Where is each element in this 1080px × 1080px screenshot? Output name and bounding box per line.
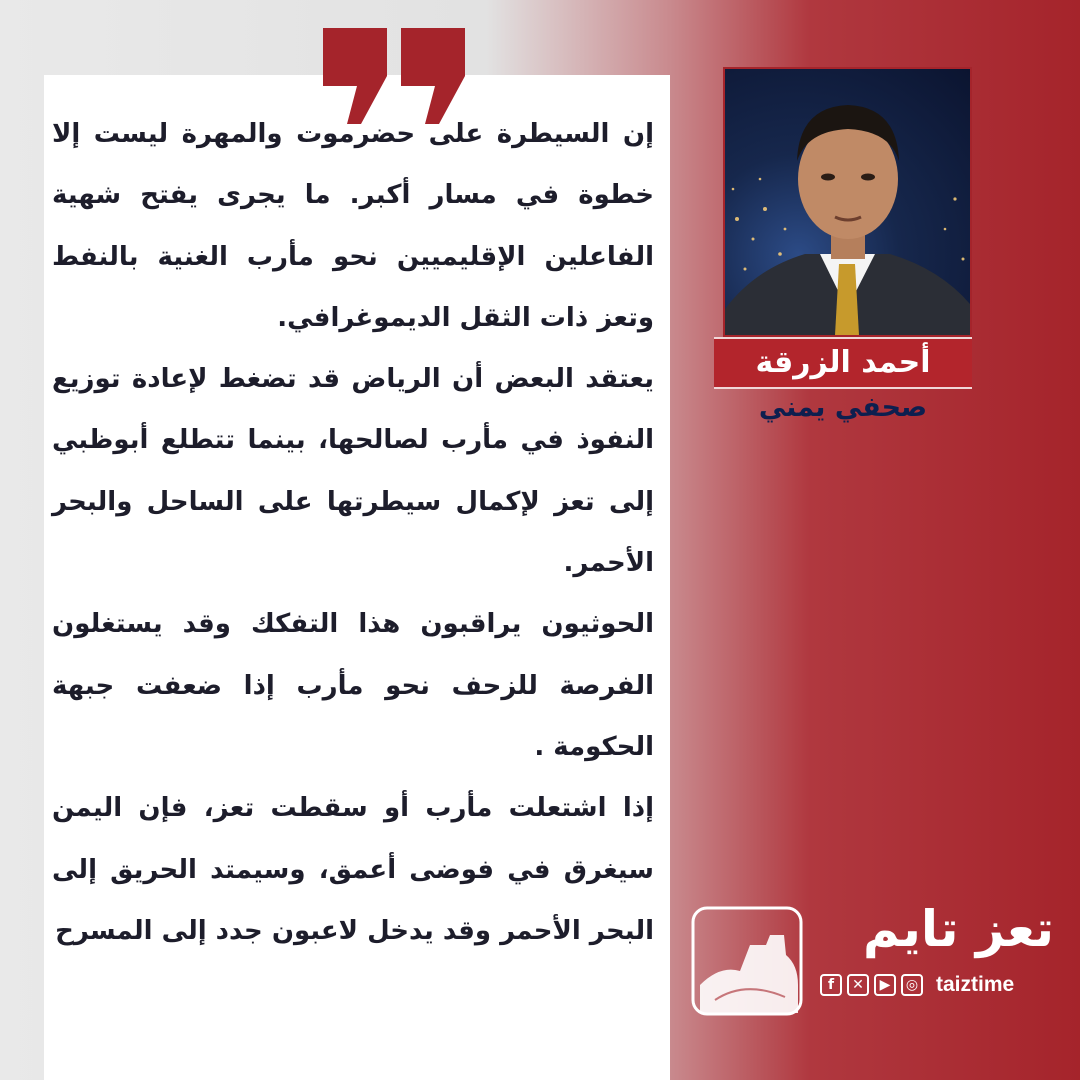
youtube-icon[interactable]: ▶: [874, 974, 896, 996]
quote-paragraph: الحوثيون يراقبون هذا التفكك وقد يستغلون الفرصة للزحف نحو مأرب إذا ضعفت جبهة الحكومة .: [52, 609, 654, 762]
author-name: أحمد الزرقة: [714, 337, 972, 389]
x-icon[interactable]: ✕: [847, 974, 869, 996]
author-photo: [725, 69, 970, 335]
quote-paragraph: يعتقد البعض أن الرياض قد تضغط لإعادة توزيع النفوذ في مأرب لصالحها، بينما تتطلع أبوظبي إلى تعز لإكمال سيطرتها على الساحل والبحر الأحمر.: [52, 364, 654, 579]
brand-handle: taiztime: [936, 973, 1015, 996]
quote-paragraph: إذا اشتعلت مأرب أو سقطت تعز، فإن اليمن سيغرق في فوضى أعمق، وسيمتد الحريق إلى البحر الأحمر وقد يدخل لاعبون جدد إلى المسرح: [52, 793, 654, 946]
castle-logo-icon: [690, 905, 804, 1017]
quote-paragraph: إن السيطرة على حضرموت والمهرة ليست إلا خطوة في مسار أكبر. ما يجرى يفتح شهية الفاعلين الإقليميين نحو مأرب الغنية بالنفط وتعز ذات الثقل الديموغرافي.: [52, 119, 654, 333]
author-photo-frame: [723, 67, 972, 337]
instagram-icon[interactable]: ◎: [901, 974, 923, 996]
social-links: [820, 972, 1014, 998]
facebook-icon[interactable]: f: [820, 974, 842, 996]
brand-logo-text: تعز تايم: [862, 900, 1054, 958]
author-title: صحفي يمني: [758, 392, 928, 423]
quote-text: [52, 104, 654, 962]
